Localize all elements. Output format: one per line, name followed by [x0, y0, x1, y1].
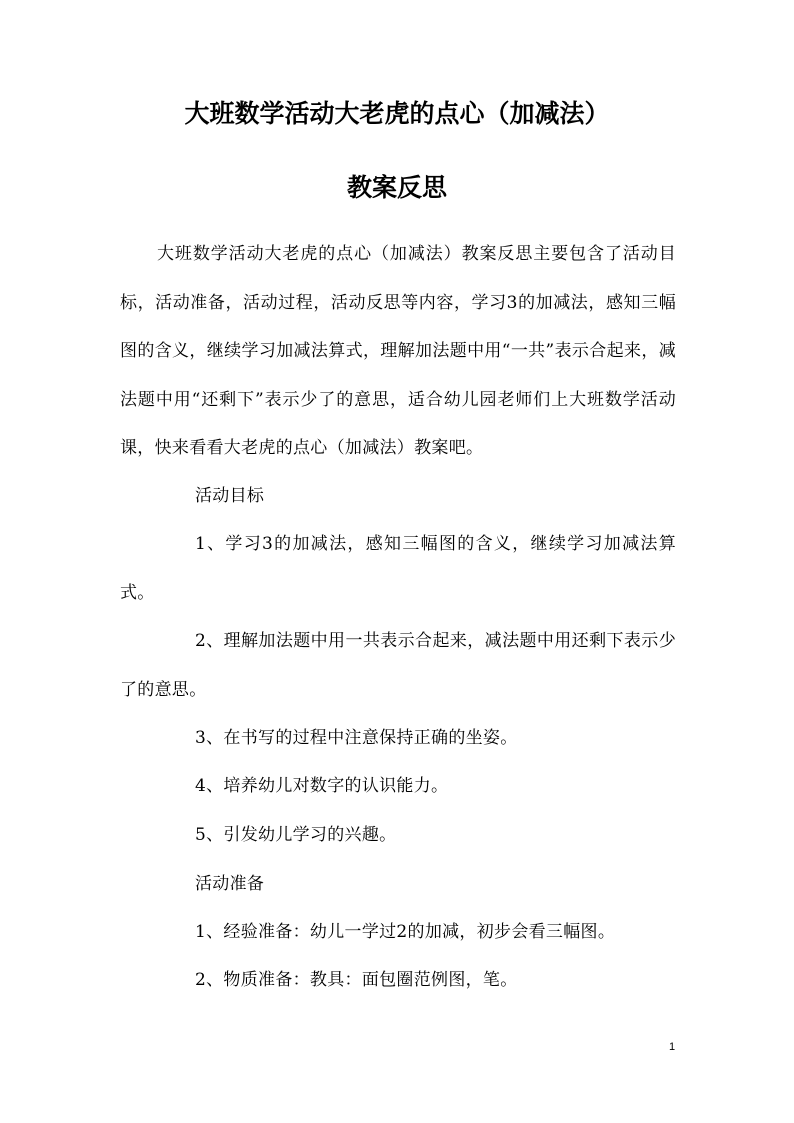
section-heading-objectives: 活动目标 [195, 486, 265, 506]
section-heading-preparation: 活动准备 [195, 874, 265, 894]
objective-item: 2、理解加法题中用一共表示合起来，减法题中用还剩下表示少了的意思。 [120, 631, 676, 700]
preparation-item: 2、物质准备：教具：面包圈范例图，笔。 [195, 970, 518, 990]
objective-item: 5、引发幼儿学习的兴趣。 [195, 825, 397, 845]
document-title-continued: 教案反思 [346, 173, 447, 202]
intro-paragraph: 大班数学活动大老虎的点心（加减法）教案反思主要包含了活动目标，活动准备，活动过程，活动反思等内容，学习3的加减法，感知三幅图的含义，继续学习加减法算式，理解加法题中用“一共”表示合起来，减法题中用“还剩下”表示少了的意思，适合幼儿园老师们上大班数学活动课，快来看看大老虎的点心（加减法）教案吧。 [120, 244, 676, 458]
objective-item: 3、在书写的过程中注意保持正确的坐姿。 [195, 728, 518, 748]
page-number: 1 [668, 1041, 676, 1053]
preparation-item: 1、经验准备：幼儿一学过2的加减，初步会看三幅图。 [195, 922, 616, 942]
document-title: 大班数学活动大老虎的点心（加减法） [184, 99, 610, 128]
objective-item: 1、学习3的加减法，感知三幅图的含义，继续学习加减法算式。 [120, 534, 676, 603]
objective-item: 4、培养幼儿对数字的认识能力。 [195, 776, 449, 796]
